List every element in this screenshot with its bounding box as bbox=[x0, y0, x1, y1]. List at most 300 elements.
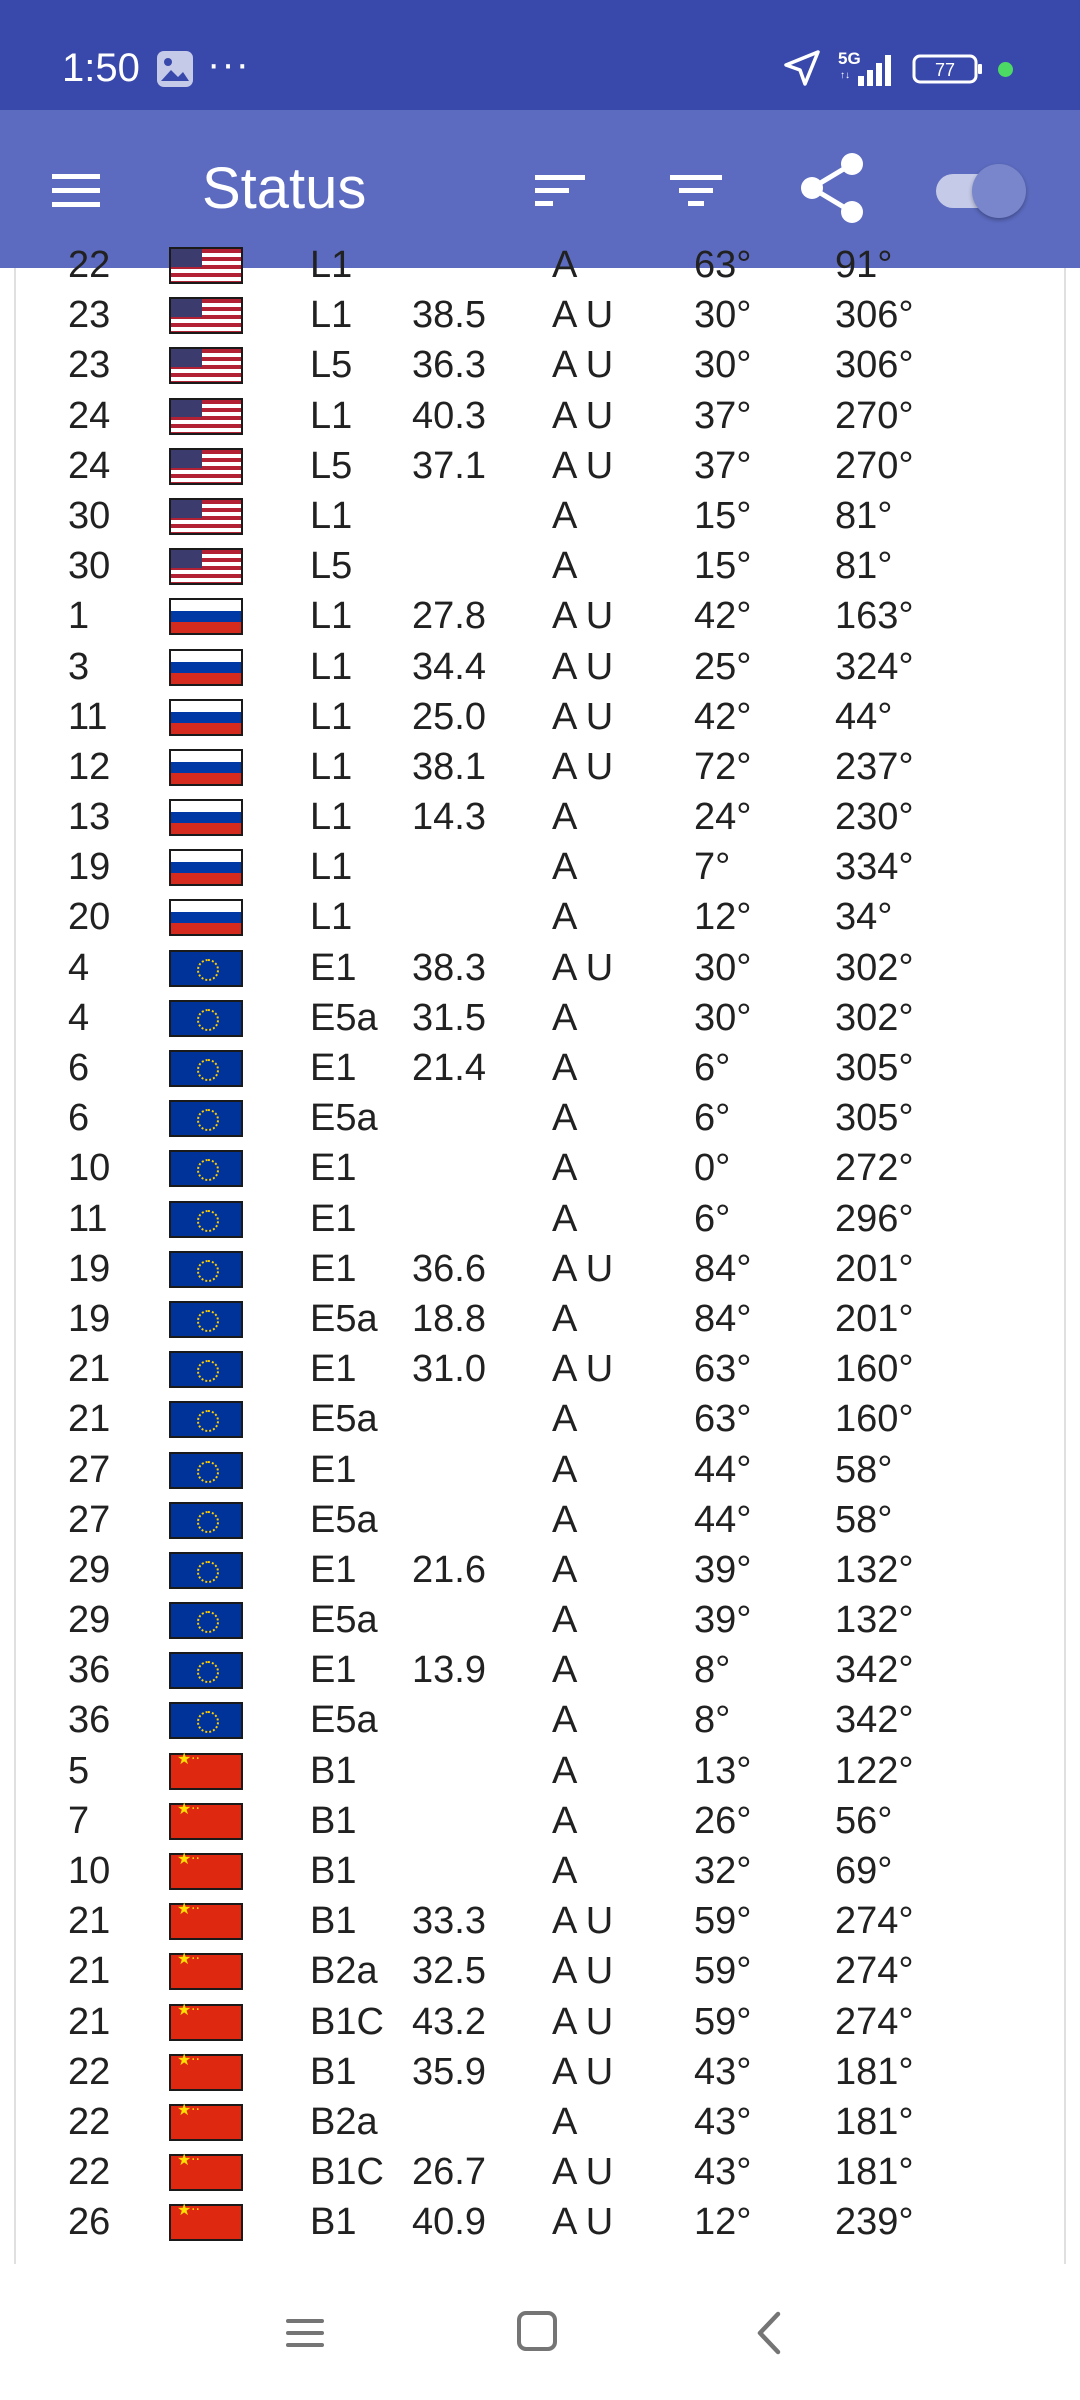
satellite-id: 36 bbox=[68, 1699, 111, 1742]
frequency-band: L1 bbox=[310, 645, 353, 688]
flag-cn-icon bbox=[169, 2154, 243, 2191]
azimuth: 58° bbox=[835, 1448, 893, 1491]
frequency-band: B2a bbox=[310, 2100, 378, 2143]
elevation: 39° bbox=[694, 1599, 752, 1642]
navigation-arrow-icon bbox=[782, 48, 822, 88]
satellite-id: 30 bbox=[68, 494, 111, 537]
flag-eu-icon bbox=[169, 1602, 243, 1639]
status-flags: A bbox=[552, 1599, 578, 1642]
status-flags: A U bbox=[552, 294, 614, 337]
frequency-band: E5a bbox=[310, 996, 378, 1039]
satellite-id: 23 bbox=[68, 294, 111, 337]
frequency-band: E5a bbox=[310, 1297, 378, 1340]
flag-cn-icon bbox=[169, 1803, 243, 1840]
flag-eu-icon bbox=[169, 1050, 243, 1087]
frequency-band: E1 bbox=[310, 946, 357, 989]
status-flags: A U bbox=[552, 1900, 614, 1943]
frequency-band: E5a bbox=[310, 1498, 378, 1541]
flag-cn-icon bbox=[169, 2104, 243, 2141]
signal-strength: 27.8 bbox=[412, 595, 486, 638]
satellite-row bbox=[16, 240, 1068, 290]
status-flags: A bbox=[552, 1850, 578, 1892]
frequency-band: B1C bbox=[310, 2000, 384, 2043]
satellite-id: 22 bbox=[68, 2050, 111, 2093]
frequency-band: B2a bbox=[310, 1950, 378, 1993]
azimuth: 122° bbox=[835, 1749, 914, 1792]
status-flags: A U bbox=[552, 394, 614, 437]
home-icon[interactable] bbox=[514, 2308, 560, 2354]
satellite-id: 19 bbox=[68, 1247, 111, 1290]
elevation: 13° bbox=[694, 1749, 752, 1792]
status-flags: A U bbox=[552, 946, 614, 989]
privacy-indicator-dot bbox=[998, 62, 1013, 77]
satellite-row bbox=[16, 1194, 1068, 1244]
azimuth: 302° bbox=[835, 946, 914, 989]
signal-strength: 33.3 bbox=[412, 1900, 486, 1943]
signal-strength: 31.5 bbox=[412, 996, 486, 1039]
flag-eu-icon bbox=[169, 1100, 243, 1137]
satellite-id: 7 bbox=[68, 1799, 90, 1842]
azimuth: 296° bbox=[835, 1197, 914, 1240]
satellite-id: 19 bbox=[68, 846, 111, 889]
more-notifications-indicator: ··· bbox=[207, 42, 250, 86]
satellite-id: 29 bbox=[68, 1548, 111, 1591]
frequency-band: B1 bbox=[310, 1850, 357, 1892]
satellite-id: 21 bbox=[68, 1398, 111, 1441]
satellite-id: 6 bbox=[68, 1047, 90, 1089]
elevation: 25° bbox=[694, 645, 752, 688]
satellite-id: 27 bbox=[68, 1498, 111, 1541]
flag-ru-icon bbox=[169, 598, 243, 635]
azimuth: 81° bbox=[835, 545, 893, 588]
system-nav-bar bbox=[0, 2264, 1080, 2400]
frequency-band: E1 bbox=[310, 1147, 357, 1190]
flag-cn-icon bbox=[169, 1953, 243, 1990]
azimuth: 305° bbox=[835, 1047, 914, 1089]
status-flags: A U bbox=[552, 2000, 614, 2043]
azimuth: 334° bbox=[835, 846, 914, 889]
flag-eu-icon bbox=[169, 1351, 243, 1388]
elevation: 84° bbox=[694, 1247, 752, 1290]
svg-text:↑↓: ↑↓ bbox=[840, 70, 850, 81]
azimuth: 132° bbox=[835, 1599, 914, 1642]
elevation: 63° bbox=[694, 1348, 752, 1391]
flag-cn-icon bbox=[169, 2004, 243, 2041]
satellite-id: 4 bbox=[68, 946, 90, 989]
elevation: 63° bbox=[694, 1398, 752, 1441]
flag-eu-icon bbox=[169, 1401, 243, 1438]
flag-eu-icon bbox=[169, 1301, 243, 1338]
signal-strength: 36.3 bbox=[412, 344, 486, 387]
satellite-id: 22 bbox=[68, 2151, 111, 2194]
status-flags: A bbox=[552, 1197, 578, 1240]
elevation: 37° bbox=[694, 394, 752, 437]
status-flags: A bbox=[552, 846, 578, 889]
signal-strength: 38.1 bbox=[412, 745, 486, 788]
flag-us-icon bbox=[169, 247, 243, 284]
satellite-id: 3 bbox=[68, 645, 90, 688]
satellite-id: 21 bbox=[68, 2000, 111, 2043]
frequency-band: E1 bbox=[310, 1247, 357, 1290]
satellite-row bbox=[16, 1695, 1068, 1745]
battery-icon bbox=[912, 54, 984, 84]
satellite-id: 24 bbox=[68, 394, 111, 437]
frequency-band: B1 bbox=[310, 1749, 357, 1792]
back-icon[interactable] bbox=[748, 2308, 788, 2358]
satellite-id: 4 bbox=[68, 996, 90, 1039]
satellite-row bbox=[16, 692, 1068, 742]
elevation: 30° bbox=[694, 996, 752, 1039]
satellite-id: 11 bbox=[68, 695, 108, 738]
flag-ru-icon bbox=[169, 749, 243, 786]
azimuth: 274° bbox=[835, 2000, 914, 2043]
frequency-band: L1 bbox=[310, 695, 353, 738]
elevation: 72° bbox=[694, 745, 752, 788]
satellite-row bbox=[16, 1896, 1068, 1946]
satellite-row bbox=[16, 2197, 1068, 2247]
satellite-row bbox=[16, 541, 1068, 591]
azimuth: 44° bbox=[835, 695, 893, 738]
elevation: 6° bbox=[694, 1097, 731, 1140]
azimuth: 181° bbox=[835, 2151, 914, 2194]
status-flags: A bbox=[552, 494, 578, 537]
frequency-band: E5a bbox=[310, 1699, 378, 1742]
satellite-table[interactable] bbox=[14, 244, 1066, 2264]
azimuth: 306° bbox=[835, 344, 914, 387]
frequency-band: B1 bbox=[310, 2050, 357, 2093]
satellite-row bbox=[16, 742, 1068, 792]
satellite-row bbox=[16, 1244, 1068, 1294]
status-flags: A bbox=[552, 1147, 578, 1190]
flag-eu-icon bbox=[169, 1251, 243, 1288]
status-flags: A bbox=[552, 1047, 578, 1089]
elevation: 42° bbox=[694, 695, 752, 738]
satellite-row bbox=[16, 1746, 1068, 1796]
status-flags: A U bbox=[552, 695, 614, 738]
status-flags: A bbox=[552, 1297, 578, 1340]
flag-us-icon bbox=[169, 347, 243, 384]
frequency-band: L5 bbox=[310, 344, 353, 387]
elevation: 59° bbox=[694, 2000, 752, 2043]
satellite-id: 10 bbox=[68, 1147, 111, 1190]
satellite-id: 24 bbox=[68, 444, 111, 487]
signal-strength: 31.0 bbox=[412, 1348, 486, 1391]
satellite-row bbox=[16, 1093, 1068, 1143]
satellite-id: 29 bbox=[68, 1599, 111, 1642]
signal-strength: 38.3 bbox=[412, 946, 486, 989]
flag-eu-icon bbox=[169, 950, 243, 987]
status-bar bbox=[0, 0, 1080, 110]
flag-ru-icon bbox=[169, 849, 243, 886]
status-flags: A U bbox=[552, 444, 614, 487]
azimuth: 56° bbox=[835, 1799, 893, 1842]
status-flags: A bbox=[552, 1498, 578, 1541]
status-flags: A bbox=[552, 896, 578, 939]
satellite-id: 11 bbox=[68, 1197, 108, 1240]
elevation: 44° bbox=[694, 1448, 752, 1491]
status-flags: A U bbox=[552, 745, 614, 788]
flag-eu-icon bbox=[169, 1652, 243, 1689]
azimuth: 69° bbox=[835, 1850, 893, 1892]
frequency-band: E5a bbox=[310, 1599, 378, 1642]
signal-strength: 37.1 bbox=[412, 444, 486, 487]
satellite-row bbox=[16, 1394, 1068, 1444]
satellite-id: 36 bbox=[68, 1649, 111, 1692]
flag-eu-icon bbox=[169, 1702, 243, 1739]
flag-ru-icon bbox=[169, 699, 243, 736]
satellite-id: 21 bbox=[68, 1950, 111, 1993]
menu-icon[interactable] bbox=[46, 160, 106, 220]
satellite-row bbox=[16, 1545, 1068, 1595]
frequency-band: E5a bbox=[310, 1097, 378, 1140]
satellite-row bbox=[16, 1645, 1068, 1695]
flag-us-icon bbox=[169, 398, 243, 435]
network-type-label: 5G bbox=[838, 49, 861, 68]
status-flags: A U bbox=[552, 645, 614, 688]
satellite-row bbox=[16, 290, 1068, 340]
frequency-band: L1 bbox=[310, 494, 353, 537]
satellite-id: 23 bbox=[68, 344, 111, 387]
azimuth: 160° bbox=[835, 1348, 914, 1391]
status-flags: A bbox=[552, 1448, 578, 1491]
signal-strength: 26.7 bbox=[412, 2151, 486, 2194]
satellite-row bbox=[16, 591, 1068, 641]
flag-cn-icon bbox=[169, 2204, 243, 2241]
signal-strength: 14.3 bbox=[412, 796, 486, 839]
status-flags: A U bbox=[552, 2151, 614, 2194]
frequency-band: L1 bbox=[310, 745, 353, 788]
azimuth: 239° bbox=[835, 2201, 914, 2244]
satellite-id: 6 bbox=[68, 1097, 90, 1140]
azimuth: 274° bbox=[835, 1900, 914, 1943]
satellite-id: 10 bbox=[68, 1850, 111, 1892]
flag-eu-icon bbox=[169, 1452, 243, 1489]
status-flags: A bbox=[552, 1699, 578, 1742]
status-flags: A bbox=[552, 1548, 578, 1591]
azimuth: 274° bbox=[835, 1950, 914, 1993]
elevation: 43° bbox=[694, 2050, 752, 2093]
frequency-band: B1 bbox=[310, 1799, 357, 1842]
elevation: 15° bbox=[694, 545, 752, 588]
azimuth: 181° bbox=[835, 2100, 914, 2143]
frequency-band: L1 bbox=[310, 294, 353, 337]
elevation: 43° bbox=[694, 2151, 752, 2194]
elevation: 12° bbox=[694, 896, 752, 939]
elevation: 8° bbox=[694, 1699, 731, 1742]
status-flags: A U bbox=[552, 344, 614, 387]
satellite-row bbox=[16, 1997, 1068, 2047]
signal-strength: 21.4 bbox=[412, 1047, 486, 1089]
satellite-row bbox=[16, 792, 1068, 842]
elevation: 15° bbox=[694, 494, 752, 537]
satellite-row bbox=[16, 340, 1068, 390]
satellite-id: 22 bbox=[68, 2100, 111, 2143]
page-title: Status bbox=[202, 156, 367, 221]
elevation: 44° bbox=[694, 1498, 752, 1541]
frequency-band: L5 bbox=[310, 545, 353, 588]
flag-eu-icon bbox=[169, 1000, 243, 1037]
battery-level: 77 bbox=[934, 60, 956, 80]
elevation: 30° bbox=[694, 946, 752, 989]
azimuth: 302° bbox=[835, 996, 914, 1039]
gallery-icon bbox=[156, 50, 194, 88]
azimuth: 58° bbox=[835, 1498, 893, 1541]
status-flags: A U bbox=[552, 2050, 614, 2093]
elevation: 37° bbox=[694, 444, 752, 487]
status-flags: A U bbox=[552, 1950, 614, 1993]
status-flags: A U bbox=[552, 595, 614, 638]
azimuth: 34° bbox=[835, 896, 893, 939]
satellite-rows bbox=[16, 240, 1068, 2248]
azimuth: 342° bbox=[835, 1699, 914, 1742]
flag-ru-icon bbox=[169, 799, 243, 836]
flag-us-icon bbox=[169, 297, 243, 334]
frequency-band: L1 bbox=[310, 244, 353, 286]
frequency-band: E1 bbox=[310, 1047, 357, 1089]
frequency-band: L1 bbox=[310, 595, 353, 638]
azimuth: 181° bbox=[835, 2050, 914, 2093]
signal-strength: 13.9 bbox=[412, 1649, 486, 1692]
satellite-row bbox=[16, 1946, 1068, 1996]
recents-icon[interactable] bbox=[282, 2310, 328, 2356]
flag-cn-icon bbox=[169, 1753, 243, 1790]
flag-eu-icon bbox=[169, 1502, 243, 1539]
elevation: 7° bbox=[694, 846, 731, 889]
status-flags: A bbox=[552, 996, 578, 1039]
azimuth: 230° bbox=[835, 796, 914, 839]
azimuth: 163° bbox=[835, 595, 914, 638]
azimuth: 160° bbox=[835, 1398, 914, 1441]
status-flags: A U bbox=[552, 1348, 614, 1391]
status-flags: A bbox=[552, 1749, 578, 1792]
elevation: 6° bbox=[694, 1047, 731, 1089]
satellite-id: 30 bbox=[68, 545, 111, 588]
satellite-row bbox=[16, 491, 1068, 541]
elevation: 39° bbox=[694, 1548, 752, 1591]
azimuth: 237° bbox=[835, 745, 914, 788]
signal-strength: 36.6 bbox=[412, 1247, 486, 1290]
flag-cn-icon bbox=[169, 2054, 243, 2091]
signal-strength: 38.5 bbox=[412, 294, 486, 337]
azimuth: 201° bbox=[835, 1297, 914, 1340]
frequency-band: E1 bbox=[310, 1548, 357, 1591]
azimuth: 91° bbox=[835, 244, 893, 286]
satellite-id: 27 bbox=[68, 1448, 111, 1491]
elevation: 63° bbox=[694, 244, 752, 286]
frequency-band: B1 bbox=[310, 1900, 357, 1943]
status-flags: A bbox=[552, 796, 578, 839]
satellite-row bbox=[16, 1846, 1068, 1896]
signal-icon bbox=[836, 46, 902, 90]
satellite-row bbox=[16, 1344, 1068, 1394]
satellite-id: 13 bbox=[68, 796, 111, 839]
frequency-band: L1 bbox=[310, 896, 353, 939]
status-flags: A bbox=[552, 545, 578, 588]
flag-eu-icon bbox=[169, 1552, 243, 1589]
satellite-row bbox=[16, 892, 1068, 942]
satellite-id: 26 bbox=[68, 2201, 111, 2244]
elevation: 32° bbox=[694, 1850, 752, 1892]
frequency-band: B1 bbox=[310, 2201, 357, 2244]
azimuth: 306° bbox=[835, 294, 914, 337]
satellite-row bbox=[16, 2097, 1068, 2147]
satellite-row bbox=[16, 642, 1068, 692]
frequency-band: L1 bbox=[310, 394, 353, 437]
azimuth: 270° bbox=[835, 444, 914, 487]
frequency-band: L1 bbox=[310, 846, 353, 889]
flag-cn-icon bbox=[169, 1853, 243, 1890]
azimuth: 81° bbox=[835, 494, 893, 537]
elevation: 8° bbox=[694, 1649, 731, 1692]
status-flags: A bbox=[552, 1398, 578, 1441]
flag-us-icon bbox=[169, 448, 243, 485]
satellite-row bbox=[16, 1796, 1068, 1846]
signal-strength: 21.6 bbox=[412, 1548, 486, 1591]
elevation: 26° bbox=[694, 1799, 752, 1842]
share-icon[interactable] bbox=[798, 150, 868, 226]
satellite-row bbox=[16, 2047, 1068, 2097]
satellite-id: 20 bbox=[68, 896, 111, 939]
elevation: 84° bbox=[694, 1297, 752, 1340]
status-flags: A bbox=[552, 1097, 578, 1140]
signal-strength: 18.8 bbox=[412, 1297, 486, 1340]
elevation: 59° bbox=[694, 1900, 752, 1943]
filter-icon[interactable] bbox=[666, 160, 726, 220]
azimuth: 272° bbox=[835, 1147, 914, 1190]
azimuth: 342° bbox=[835, 1649, 914, 1692]
elevation: 24° bbox=[694, 796, 752, 839]
status-time: 1:50 bbox=[62, 46, 140, 90]
satellite-row bbox=[16, 1445, 1068, 1495]
satellite-row bbox=[16, 441, 1068, 491]
flag-eu-icon bbox=[169, 1150, 243, 1187]
signal-strength: 35.9 bbox=[412, 2050, 486, 2093]
status-flags: A bbox=[552, 1649, 578, 1692]
status-flags: A bbox=[552, 244, 578, 286]
signal-strength: 40.9 bbox=[412, 2201, 486, 2244]
frequency-band: E5a bbox=[310, 1398, 378, 1441]
flag-ru-icon bbox=[169, 649, 243, 686]
satellite-id: 12 bbox=[68, 745, 111, 788]
status-flags: A bbox=[552, 2100, 578, 2143]
satellite-row bbox=[16, 1043, 1068, 1093]
satellite-row bbox=[16, 1294, 1068, 1344]
satellite-row bbox=[16, 1495, 1068, 1545]
toggle-thumb bbox=[972, 164, 1026, 218]
signal-strength: 32.5 bbox=[412, 1950, 486, 1993]
satellite-id: 19 bbox=[68, 1297, 111, 1340]
status-flags: A U bbox=[552, 1247, 614, 1290]
frequency-band: E1 bbox=[310, 1649, 357, 1692]
azimuth: 305° bbox=[835, 1097, 914, 1140]
status-flags: A U bbox=[552, 2201, 614, 2244]
elevation: 42° bbox=[694, 595, 752, 638]
toggle-switch[interactable] bbox=[932, 160, 1028, 220]
flag-us-icon bbox=[169, 548, 243, 585]
satellite-id: 21 bbox=[68, 1900, 111, 1943]
satellite-id: 1 bbox=[68, 595, 90, 638]
azimuth: 132° bbox=[835, 1548, 914, 1591]
satellite-row bbox=[16, 993, 1068, 1043]
satellite-id: 21 bbox=[68, 1348, 111, 1391]
signal-strength: 25.0 bbox=[412, 695, 486, 738]
satellite-row bbox=[16, 2147, 1068, 2197]
elevation: 12° bbox=[694, 2201, 752, 2244]
sort-icon[interactable] bbox=[530, 160, 590, 220]
elevation: 0° bbox=[694, 1147, 731, 1190]
elevation: 43° bbox=[694, 2100, 752, 2143]
signal-strength: 43.2 bbox=[412, 2000, 486, 2043]
